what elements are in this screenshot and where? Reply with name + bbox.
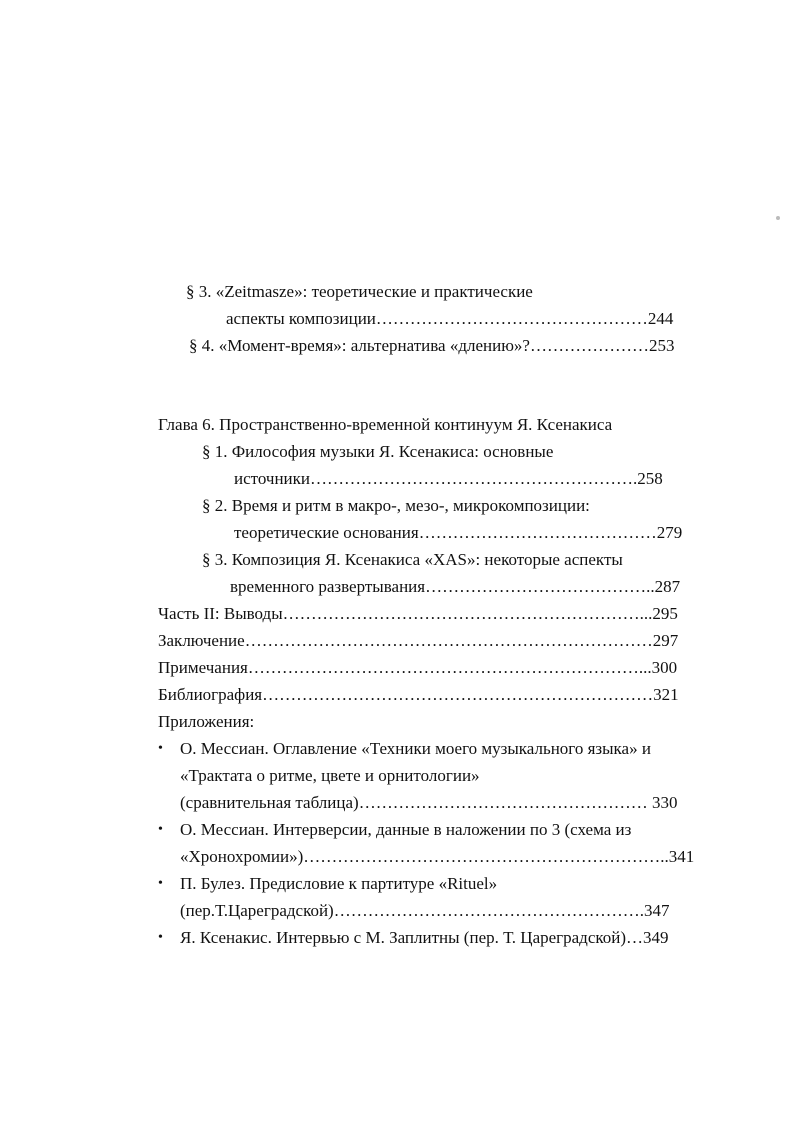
toc-ch5-s3-line2: аспекты композиции…………………………………………244 [226, 309, 674, 328]
toc-ch6-s3-line1: § 3. Композиция Я. Ксенакиса «XAS»: некоторые аспекты [202, 550, 623, 569]
toc-appendix-3-line1: П. Булез. Предисловие к партитуре «Rituel» [180, 874, 498, 893]
toc-ch6-s3-line2: временного развертывания…………………………………..287 [230, 577, 681, 596]
bullet-icon: • [158, 822, 163, 837]
toc-appendix-3-line2: (пер.Т.Цареградской)……………………………………………….347 [180, 901, 670, 920]
toc-notes: Примечания……………………………………………………………...300 [158, 658, 678, 677]
toc-ch6-title: Глава 6. Пространственно-временной континуум Я. Ксенакиса [158, 415, 613, 434]
toc-ch6-s2-line1: § 2. Время и ритм в макро-, мезо-, микрокомпозиции: [202, 496, 590, 515]
toc-ch5-s4-line1: § 4. «Момент-время»: альтернатива «длению»?…………………253 [189, 336, 675, 355]
toc-appendix-4-line1: Я. Ксенакис. Интервью с М. Заплитны (пер. Т. Цареградской)…349 [180, 928, 669, 947]
toc-bibliography: Библиография……………………………………………………………321 [158, 685, 679, 704]
toc-ch6-s1-line1: § 1. Философия музыки Я. Ксенакиса: основные [202, 442, 554, 461]
bullet-icon: • [158, 930, 163, 945]
toc-ch6-s2-line2: теоретические основания……………………………………279 [234, 523, 683, 542]
toc-conclusion: Заключение………………………………………………………………297 [158, 631, 679, 650]
toc-appendix-1-line1: О. Мессиан. Оглавление «Техники моего музыкального языка» и [180, 739, 651, 758]
scan-speck [776, 216, 780, 220]
bullet-icon: • [158, 876, 163, 891]
toc-appendix-2-line1: О. Мессиан. Интерверсии, данные в наложении по 3 (схема из [180, 820, 632, 839]
toc-appendices-title: Приложения: [158, 712, 255, 731]
toc-ch5-s3-line1: § 3. «Zeitmasze»: теоретические и практические [186, 282, 533, 301]
toc-appendix-2-line2: «Хронохромии»)………………………………………………………..341 [180, 847, 695, 866]
toc-appendix-1-line2: «Трактата о ритме, цвете и орнитологии» [180, 766, 480, 785]
toc-part2-conclusions: Часть II: Выводы………………………………………………………...295 [158, 604, 678, 623]
toc-ch6-s1-line2: источники………………………………………………….258 [234, 469, 663, 488]
toc-appendix-1-line3: (сравнительная таблица)…………………………………………… 330 [180, 793, 678, 812]
bullet-icon: • [158, 741, 163, 756]
